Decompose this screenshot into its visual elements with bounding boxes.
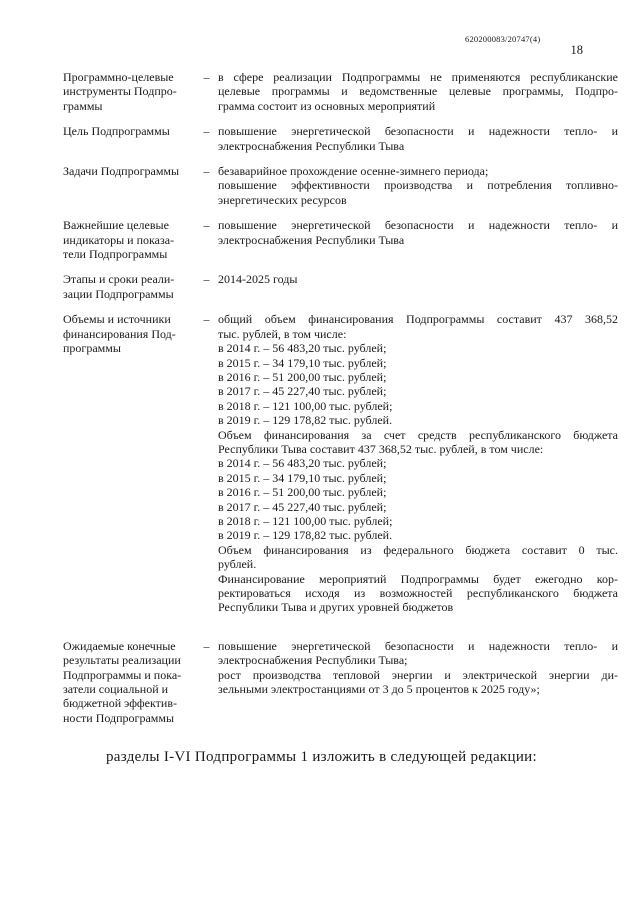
row-label: Ожидаемые конечные результаты реализации Подпрограммы и пока- затели социальной и бюджетной эффектив- ности Подпрограммы [63, 638, 182, 725]
row-label: Этапы и сроки реали- зации Подпрограммы [63, 272, 175, 301]
passport-row-tasks [63, 164, 618, 207]
row-label: Задачи Подпрограммы [63, 164, 180, 179]
row-content: повышение энергетической безопасности и надежности тепло- и электроснабжения Республики Тыва; рост производства тепловой энергии и электрической энергии ди- зельными электростанциями от 3 до 5 процентов к 2025 году»; [218, 638, 618, 697]
financing-year-line: в 2016 г. – 51 200,00 тыс. рублей; [218, 369, 387, 384]
passport-row-indicators [63, 218, 618, 261]
passport-row-financing [63, 312, 618, 615]
passport-row-goal [63, 124, 618, 153]
row-dash: – [203, 218, 210, 233]
row-dash: – [203, 312, 210, 327]
financing-year-line: в 2017 г. – 45 227,40 тыс. рублей; [218, 384, 387, 399]
row-content: общий объем финансирования Подпрограммы составит 437 368,52 тыс. рублей, в том числе: в 2014 г. – 56 483,20 тыс. рублей; в 2015 г. – 34 179,10 тыс. рублей; в 2016 г. – 51 200,00 тыс. рублей; в 2017 г. – 45 227,40 тыс. рублей; в 2018 г. – 121 100,00 тыс. рублей; в 2019 г. – 129 178,82 тыс. рублей. Объем финансирования за счет средств республиканского бюджета Республики Тыва составит 437 368,52 тыс. рублей, в том числе: в 2014 г. – 56 483,20 тыс. рублей; в 2015 г. – 34 179,10 тыс. рублей; в 2016 г. – 51 200,00 тыс. рублей; в 2017 г. – 45 227,40 тыс. рублей; в 2018 г. – 121 100,00 тыс. рублей; в 2019 г. – 129 178,82 тыс. рублей. Объем финансирования из федерального бюджета составит 0 тыс. рублей. Финансирование мероприятий Подпрограммы будет ежегодно кор- ректироваться исходя из возможностей республиканского бюджета Республики Тыва и других уровней бюджетов [218, 312, 618, 615]
row-content: повышение энергетической безопасности и надежности тепло- и электроснабжения Республики Тыва [218, 218, 618, 247]
financing-year-line: в 2017 г. – 45 227,40 тыс. рублей; [218, 499, 387, 514]
closing-instruction: разделы I-VI Подпрограммы 1 изложить в следующей редакции: [106, 749, 537, 765]
page-number: 18 [570, 43, 583, 57]
row-dash: – [203, 70, 210, 84]
financing-year-line: в 2014 г. – 56 483,20 тыс. рублей; [218, 341, 387, 356]
row-dash: – [203, 164, 210, 179]
passport-row-results [63, 639, 618, 725]
row-label: Важнейшие целевые индикаторы и показа- тели Подпрограммы [63, 218, 175, 262]
row-dash: – [203, 638, 210, 653]
row-label: Объемы и источники финансирования Под- программы [63, 312, 176, 356]
row-content: 2014-2025 годы [218, 272, 298, 287]
passport-row-stages [63, 272, 618, 301]
passport-row-instruments [63, 70, 618, 113]
subprogram-passport [63, 70, 618, 725]
financing-year-line: в 2018 г. – 121 100,00 тыс. рублей; [218, 513, 393, 528]
row-dash: – [203, 272, 210, 287]
row-dash: – [203, 124, 210, 139]
financing-year-line: в 2014 г. – 56 483,20 тыс. рублей; [218, 456, 387, 471]
row-content: в сфере реализации Подпрограммы не применяются республиканские целевые программы и ведомственные целевые программы, Подпро- грамма состоит из основных мероприятий [218, 70, 618, 113]
row-label: Программно-целевые инструменты Подпро- граммы [63, 70, 177, 113]
document-id: 620200083/20747(4) [465, 34, 541, 44]
financing-year-line: в 2015 г. – 34 179,10 тыс. рублей; [218, 470, 387, 485]
financing-year-line: в 2019 г. – 129 178,82 тыс. рублей. [218, 413, 393, 428]
financing-year-line: в 2015 г. – 34 179,10 тыс. рублей; [218, 355, 387, 370]
row-label: Цель Подпрограммы [63, 124, 170, 139]
financing-year-line: в 2019 г. – 129 178,82 тыс. рублей. [218, 528, 393, 543]
row-content: безаварийное прохождение осенне-зимнего периода; повышение эффективности производства и потребления топливно- энергетических ресурсов [218, 164, 618, 207]
row-content: повышение энергетической безопасности и надежности тепло- и электроснабжения Республики Тыва [218, 124, 618, 153]
financing-year-line: в 2016 г. – 51 200,00 тыс. рублей; [218, 485, 387, 500]
financing-year-line: в 2018 г. – 121 100,00 тыс. рублей; [218, 398, 393, 413]
